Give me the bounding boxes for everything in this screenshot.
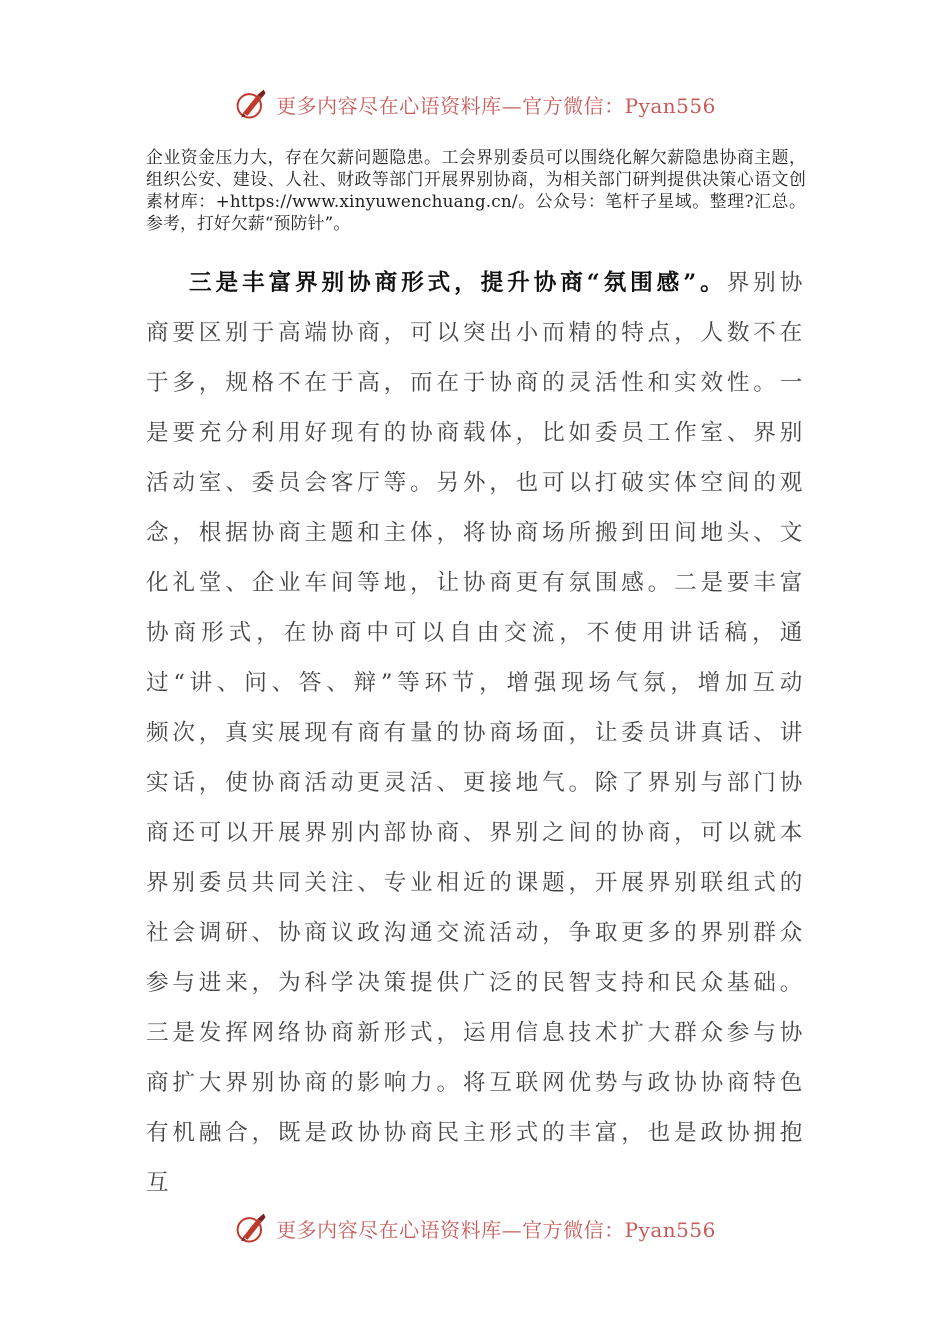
- header-banner: [0, 82, 950, 126]
- pen-nib-logo-icon: [234, 86, 270, 122]
- pen-nib-logo-icon: [234, 1210, 270, 1246]
- footer-banner: [0, 1206, 950, 1250]
- section-paragraph: [146, 258, 806, 1208]
- intro-paragraph: 企业资金压力大，存在欠薪问题隐患。工会界别委员可以围绕化解欠薪隐患协商主题，组织公安、建设、人社、财政等部门开展界别协商，为相关部门研判提供决策心语文创素材库：+https://www.xinyuwenchuang.cn/。公众号：笔杆子星域。整理?汇总。参考，打好欠薪“预防针”。: [146, 147, 806, 233]
- banner-text: 更多内容尽在心语资料库—官方微信：Pyan556: [276, 93, 716, 118]
- banner-text: 更多内容尽在心语资料库—官方微信：Pyan556: [276, 1217, 716, 1242]
- section-body: 界别协商要区别于高端协商，可以突出小而精的特点，人数不在于多，规格不在于高，而在于协商的灵活性和实效性。一是要充分利用好现有的协商载体，比如委员工作室、界别活动室、委员会客厅等。另外，也可以打破实体空间的观念，根据协商主题和主体，将协商场所搬到田间地头、文化礼堂、企业车间等地，让协商更有氛围感。二是要丰富协商形式，在协商中可以自由交流，不使用讲话稿，通过“讲、问、答、辩”等环节，增强现场气氛，增加互动频次，真实展现有商有量的协商场面，让委员讲真话、讲实话，使协商活动更灵活、更接地气。除了界别与部门协商还可以开展界别内部协商、界别之间的协商，可以就本界别委员共同关注、专业相近的课题，开展界别联组式的社会调研、协商议政沟通交流活动，争取更多的界别群众参与进来，为科学决策提供广泛的民智支持和民众基础。三是发挥网络协商新形式，运用信息技术扩大群众参与协商扩大界别协商的影响力。将互联网优势与政协协商特色有机融合，既是政协协商民主形式的丰富，也是政协拥抱互: [146, 270, 806, 1196]
- section-heading: 三是丰富界别协商形式，提升协商“氛围感”。: [188, 270, 727, 296]
